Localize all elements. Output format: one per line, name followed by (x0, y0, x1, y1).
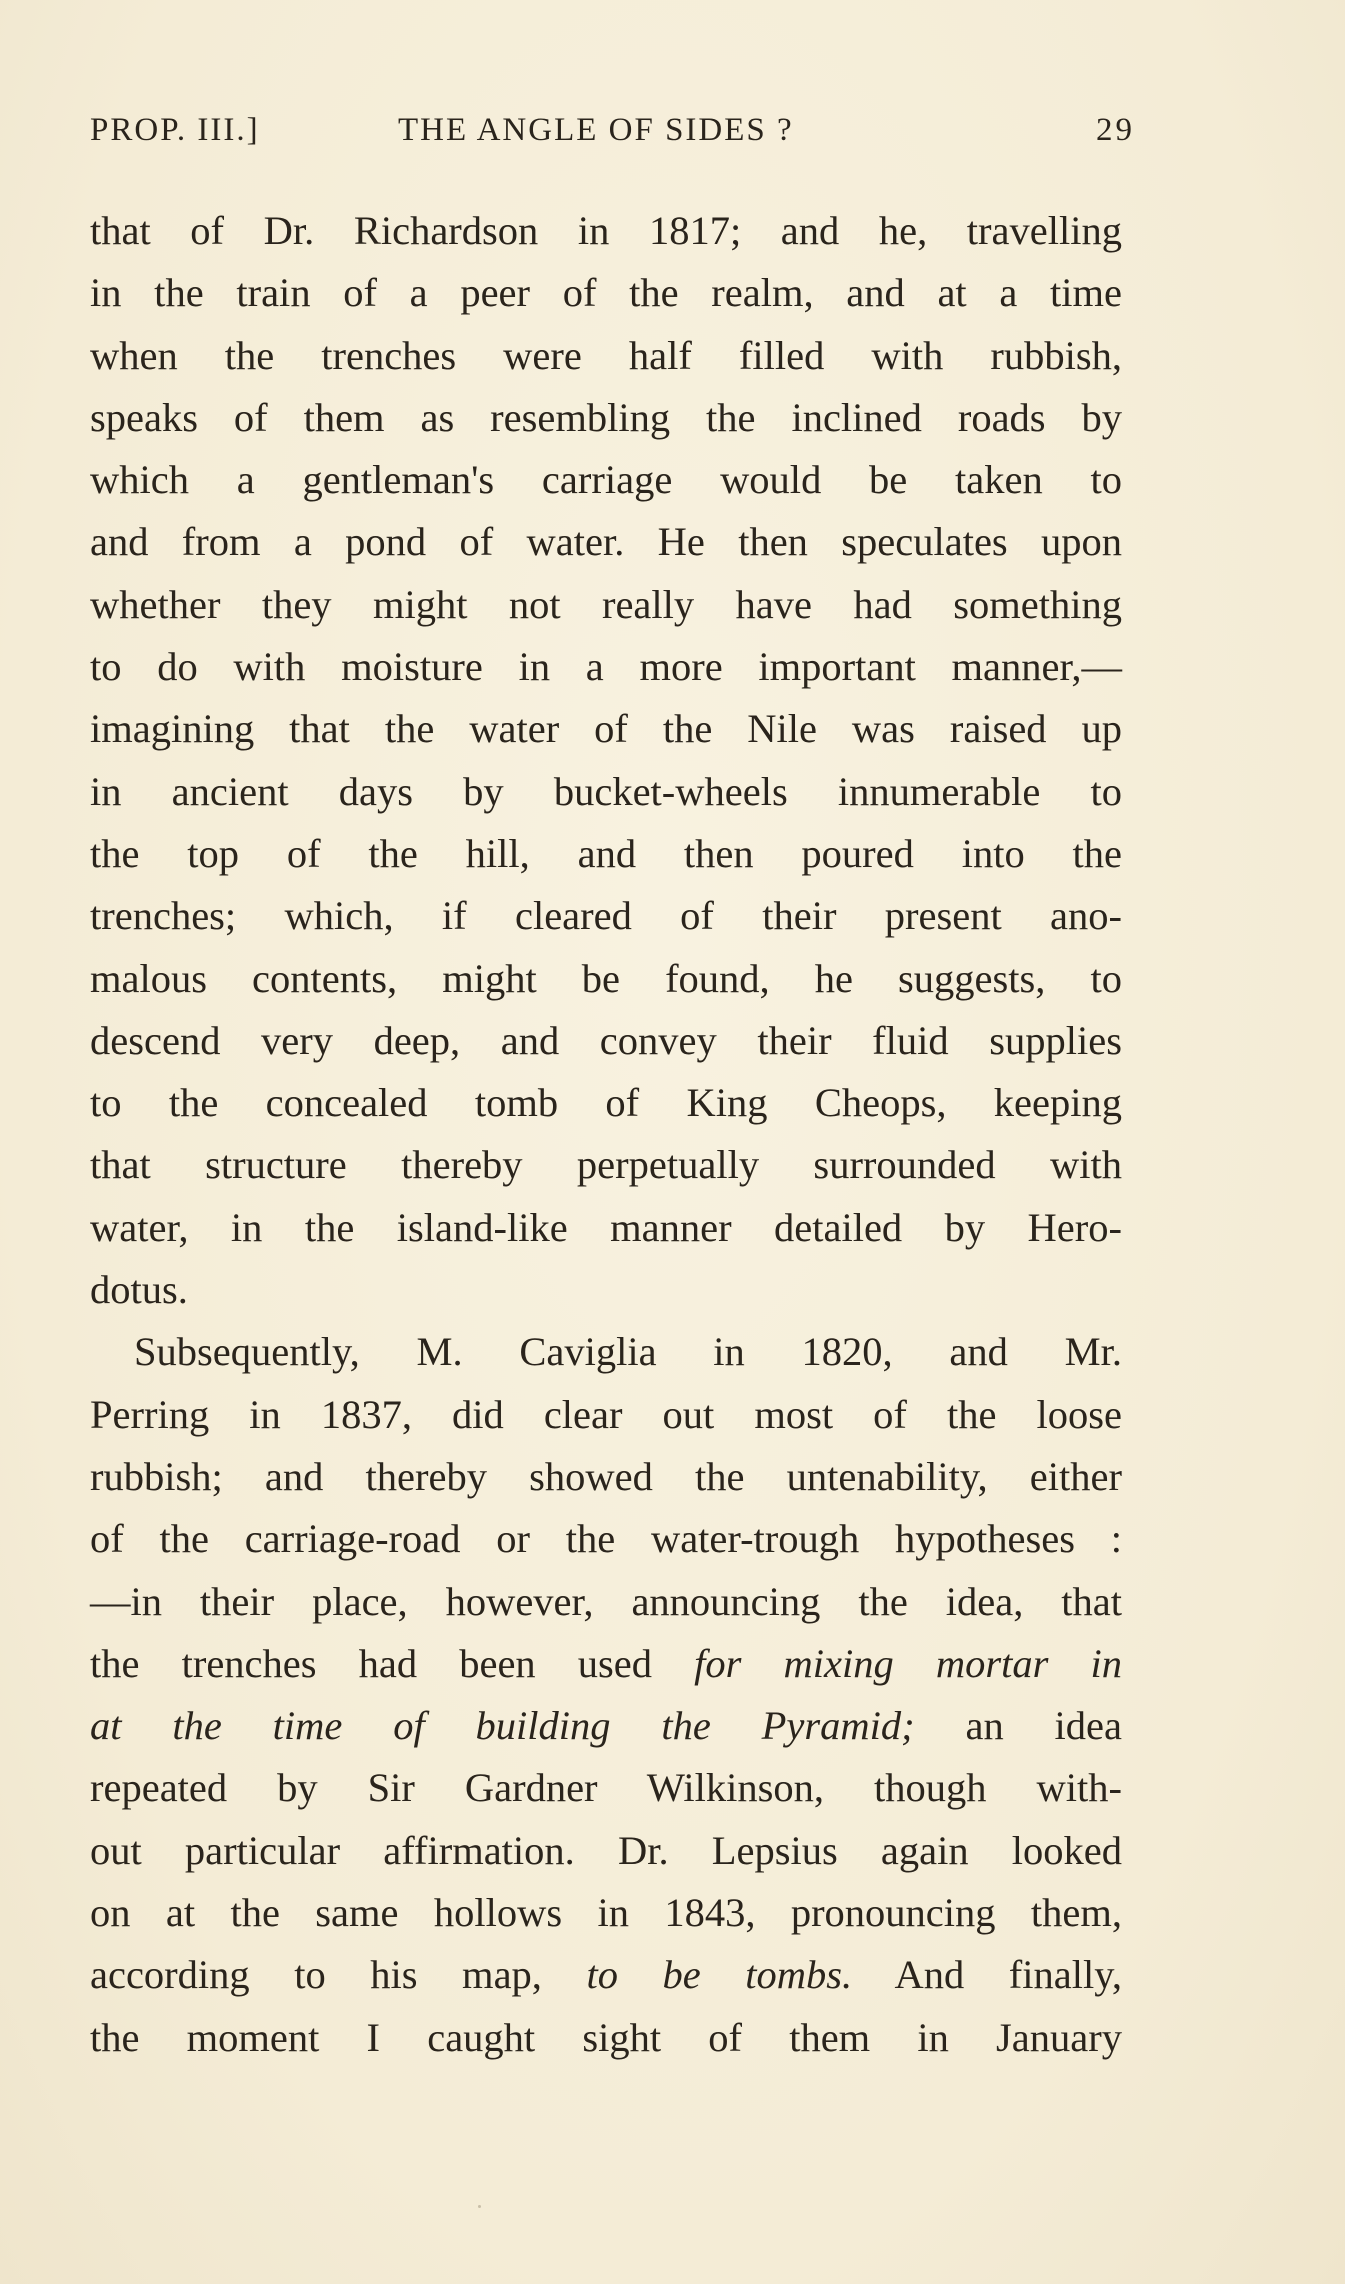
text-line: the moment I caught sight of them in January (90, 2014, 1122, 2060)
text-line: water, in the island-like manner detailed by Hero- (90, 1204, 1122, 1250)
text-run: an idea (914, 1703, 1122, 1749)
running-header (90, 112, 1135, 162)
italic-phrase: to be tombs. (586, 1952, 853, 1998)
text-line: to do with moisture in a more important manner,— (90, 644, 1122, 690)
page-number: 29 (1096, 112, 1135, 148)
text-line: to the concealed tomb of King Cheops, keeping (90, 1080, 1122, 1126)
text-line: —in their place, however, announcing the idea, that (90, 1578, 1122, 1624)
text-line: the top of the hill, and then poured into the (90, 830, 1122, 876)
text-run: according to his map, (90, 1952, 587, 1998)
header-proposition: PROP. III.] (90, 112, 260, 148)
text-line: trenches; which, if cleared of their present ano- (90, 893, 1122, 939)
text-line: when the trenches were half filled with rubbish, (90, 332, 1122, 378)
text-line: dotus. (90, 1267, 188, 1313)
text-line: whether they might not really have had something (90, 581, 1122, 627)
italic-phrase: at the time of building the Pyramid; (90, 1703, 915, 1749)
text-line (90, 1695, 1122, 1757)
text-run: the trenches had been used (90, 1640, 695, 1686)
text-line: and from a pond of water. He then speculates upon (90, 519, 1122, 565)
body-text (90, 200, 1122, 2069)
text-line: in the train of a peer of the realm, and at a time (90, 270, 1122, 316)
text-line (90, 1633, 1122, 1695)
text-line: descend very deep, and convey their fluid supplies (90, 1017, 1122, 1063)
text-line: repeated by Sir Gardner Wilkinson, though with- (90, 1765, 1122, 1811)
text-line: that structure thereby perpetually surrounded with (90, 1142, 1122, 1188)
text-line: malous contents, might be found, he suggests, to (90, 955, 1122, 1001)
text-line: on at the same hollows in 1843, pronouncing them, (90, 1890, 1122, 1936)
text-line: of the carriage-road or the water-trough hypotheses : (90, 1516, 1122, 1562)
paragraph-start-line: Subsequently, M. Caviglia in 1820, and Mr. (134, 1329, 1122, 1375)
text-line: that of Dr. Richardson in 1817; and he, travelling (90, 208, 1122, 253)
text-line: which a gentleman's carriage would be taken to (90, 457, 1122, 503)
text-line: Perring in 1837, did clear out most of the loose (90, 1391, 1122, 1437)
text-line: rubbish; and thereby showed the untenability, either (90, 1453, 1122, 1499)
text-run: And finally, (852, 1952, 1122, 1998)
text-line: in ancient days by bucket-wheels innumerable to (90, 768, 1122, 814)
paper-speck (478, 2205, 481, 2208)
header-title: THE ANGLE OF SIDES ? (398, 112, 794, 148)
italic-phrase: for mixing mortar in (694, 1640, 1122, 1686)
text-line (90, 1944, 1122, 2006)
text-line: imagining that the water of the Nile was raised up (90, 706, 1122, 752)
text-line: speaks of them as resembling the inclined roads by (90, 394, 1122, 440)
text-line: out particular affirmation. Dr. Lepsius again looked (90, 1827, 1122, 1873)
